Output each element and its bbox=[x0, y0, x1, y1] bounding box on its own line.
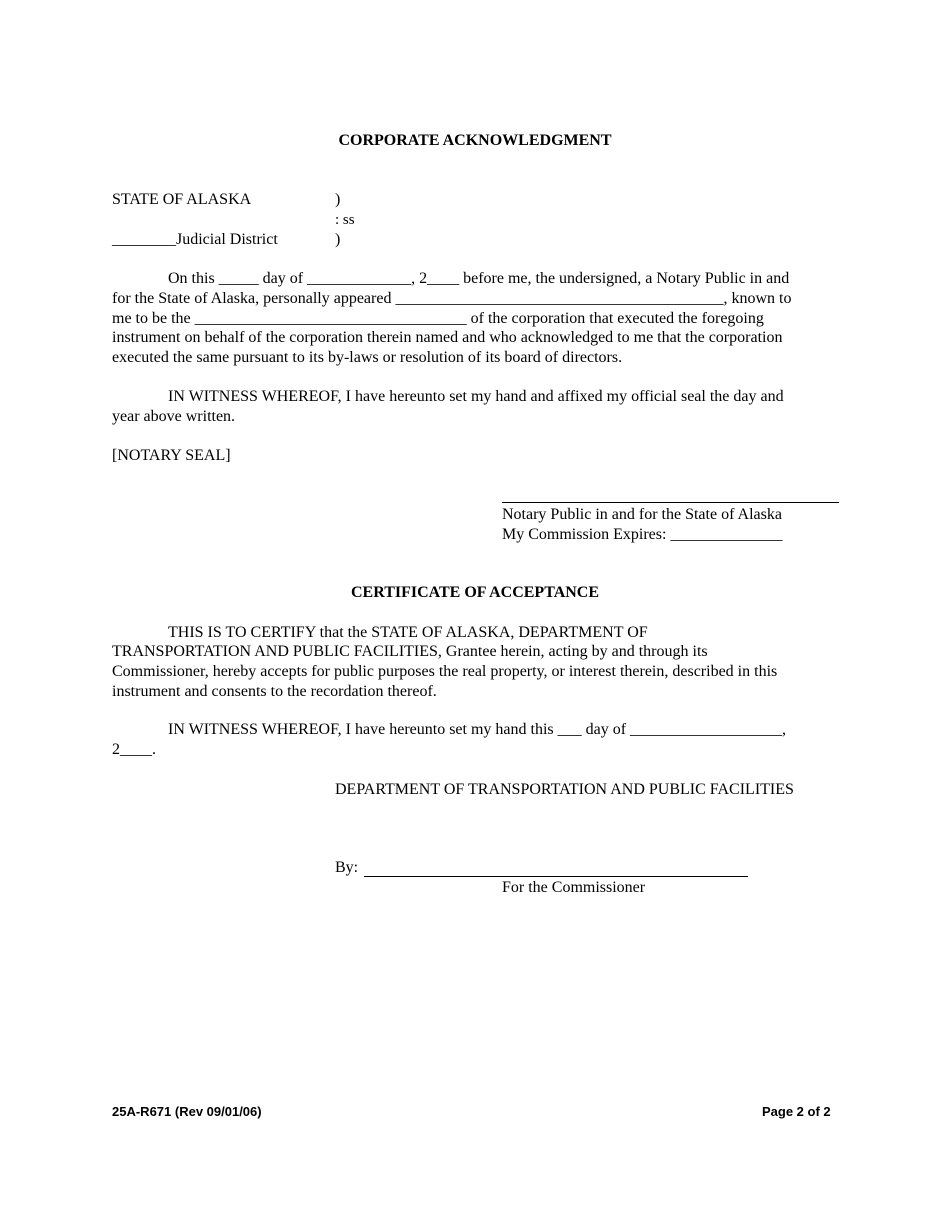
ack-paragraph-line: On this _____ day of _____________, 2____ before me, the undersigned, a Notary Public in and bbox=[168, 270, 790, 287]
by-label: By: bbox=[335, 859, 359, 876]
page-number: Page 2 of 2 bbox=[762, 1104, 831, 1119]
witness-paragraph-line: IN WITNESS WHEREOF, I have hereunto set my hand and affixed my official seal the day and bbox=[168, 388, 784, 405]
venue-paren-bottom: ) bbox=[335, 231, 341, 248]
certify-paragraph-line: THIS IS TO CERTIFY that the STATE OF ALASKA, DEPARTMENT OF bbox=[168, 624, 648, 641]
for-commissioner-label: For the Commissioner bbox=[502, 879, 646, 896]
state-label: STATE OF ALASKA bbox=[112, 191, 252, 208]
certify-paragraph-line: instrument and consents to the recordation thereof. bbox=[112, 683, 437, 700]
ack-paragraph-line: instrument on behalf of the corporation therein named and who acknowledged to me that the corporation bbox=[112, 329, 783, 346]
judicial-district-label: ________Judicial District bbox=[112, 231, 278, 248]
ack-paragraph-line: executed the same pursuant to its by-laws or resolution of its board of directors. bbox=[112, 349, 623, 366]
commissioner-signature-line bbox=[364, 876, 748, 877]
department-name: DEPARTMENT OF TRANSPORTATION AND PUBLIC FACILITIES bbox=[335, 781, 794, 798]
cert-witness-line: 2____. bbox=[112, 741, 156, 758]
certificate-title: CERTIFICATE OF ACCEPTANCE bbox=[350, 584, 600, 601]
venue-paren-top: ) bbox=[335, 191, 341, 208]
cert-witness-line: IN WITNESS WHEREOF, I have hereunto set my hand this ___ day of ___________________, bbox=[168, 721, 787, 738]
ack-paragraph-line: for the State of Alaska, personally appeared _________________________________________, known to bbox=[112, 290, 792, 307]
certify-paragraph-line: Commissioner, hereby accepts for public purposes the real property, or interest therein, described in this bbox=[112, 663, 778, 680]
notary-title: Notary Public in and for the State of Alaska bbox=[502, 506, 782, 523]
certify-paragraph-line: TRANSPORTATION AND PUBLIC FACILITIES, Grantee herein, acting by and through its bbox=[112, 643, 708, 660]
ack-paragraph-line: me to be the __________________________________ of the corporation that executed the foregoing bbox=[112, 310, 764, 327]
witness-paragraph-line: year above written. bbox=[112, 408, 236, 425]
commission-expires: My Commission Expires: ______________ bbox=[502, 526, 783, 543]
ss-label: : ss bbox=[335, 212, 355, 228]
acknowledgment-title: CORPORATE ACKNOWLEDGMENT bbox=[338, 132, 612, 149]
form-id: 25A-R671 (Rev 09/01/06) bbox=[112, 1104, 262, 1119]
notary-signature-line bbox=[502, 502, 839, 503]
notary-seal-placeholder: [NOTARY SEAL] bbox=[112, 447, 231, 464]
